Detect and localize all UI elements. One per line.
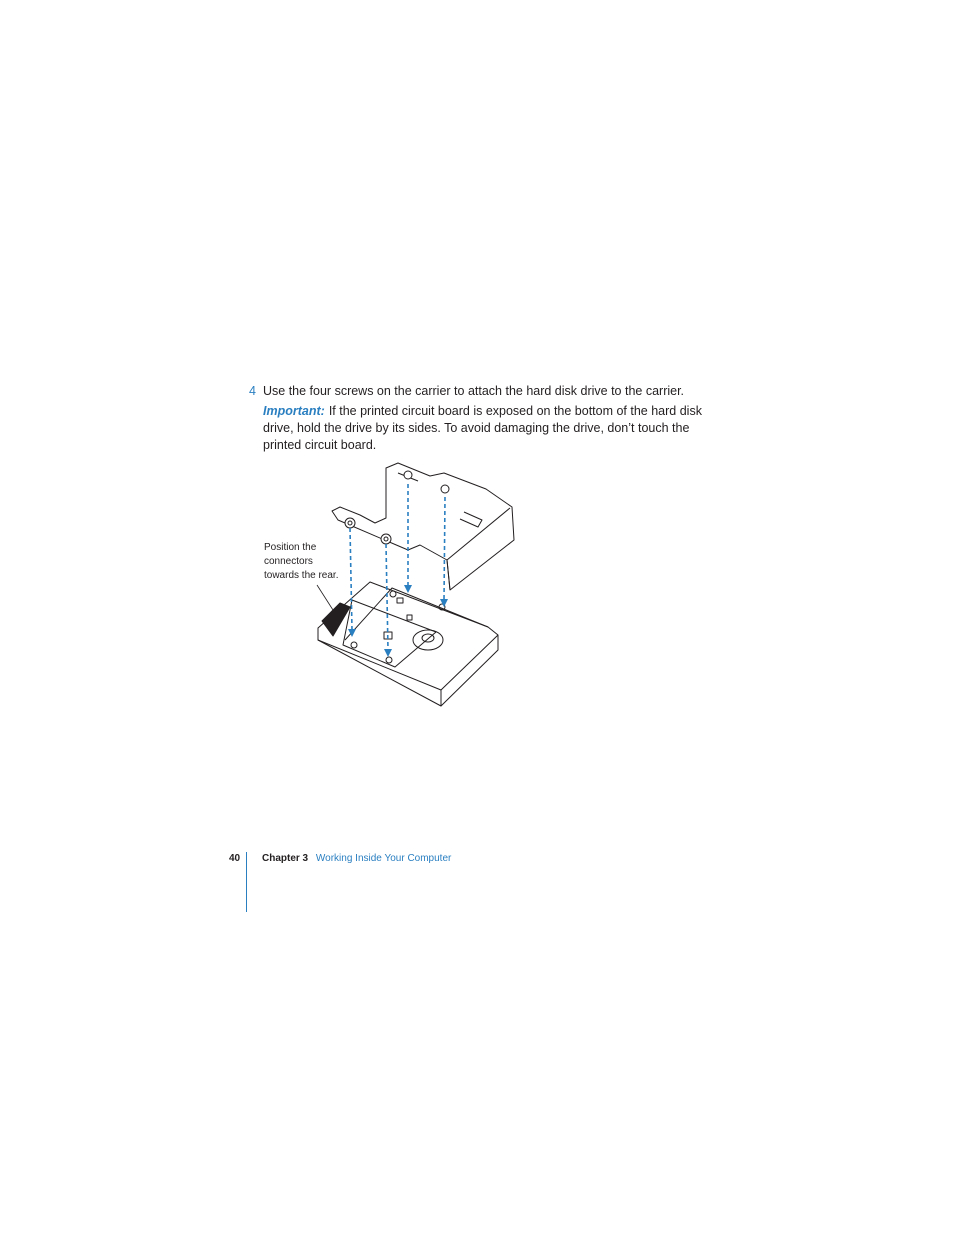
callout-leader — [317, 585, 333, 610]
important-text: If the printed circuit board is exposed on the bottom of the hard disk drive, hold the drive by its sides. To avoid damaging the drive, don’t touch the printed circuit board. — [263, 404, 702, 452]
carrier-screw — [384, 537, 388, 541]
hard-drive-carrier-illustration — [250, 455, 530, 715]
arrow-head — [404, 585, 412, 593]
important-label: Important: — [263, 404, 325, 418]
chapter-label: Chapter 3 — [262, 853, 309, 864]
carrier-screw — [441, 485, 449, 493]
arrow-head — [440, 599, 448, 607]
carrier-screw — [404, 471, 412, 479]
hard-disk-drive — [250, 582, 498, 706]
footer-divider — [246, 852, 247, 912]
step-number: 4 — [249, 384, 256, 398]
footer-chapter — [262, 853, 451, 864]
step-text: Use the four screws on the carrier to attach the hard disk drive to the carrier. — [263, 384, 685, 398]
callout-line: Position the — [264, 542, 317, 553]
connector-callout — [264, 541, 354, 583]
carrier-bracket — [332, 463, 514, 590]
page-number: 40 — [229, 853, 241, 864]
chapter-title: Working Inside Your Computer — [315, 853, 452, 864]
callout-line: connectors — [264, 556, 313, 567]
callout-line: towards the rear. — [264, 570, 339, 581]
important-note — [263, 403, 713, 454]
carrier-screw — [348, 521, 352, 525]
